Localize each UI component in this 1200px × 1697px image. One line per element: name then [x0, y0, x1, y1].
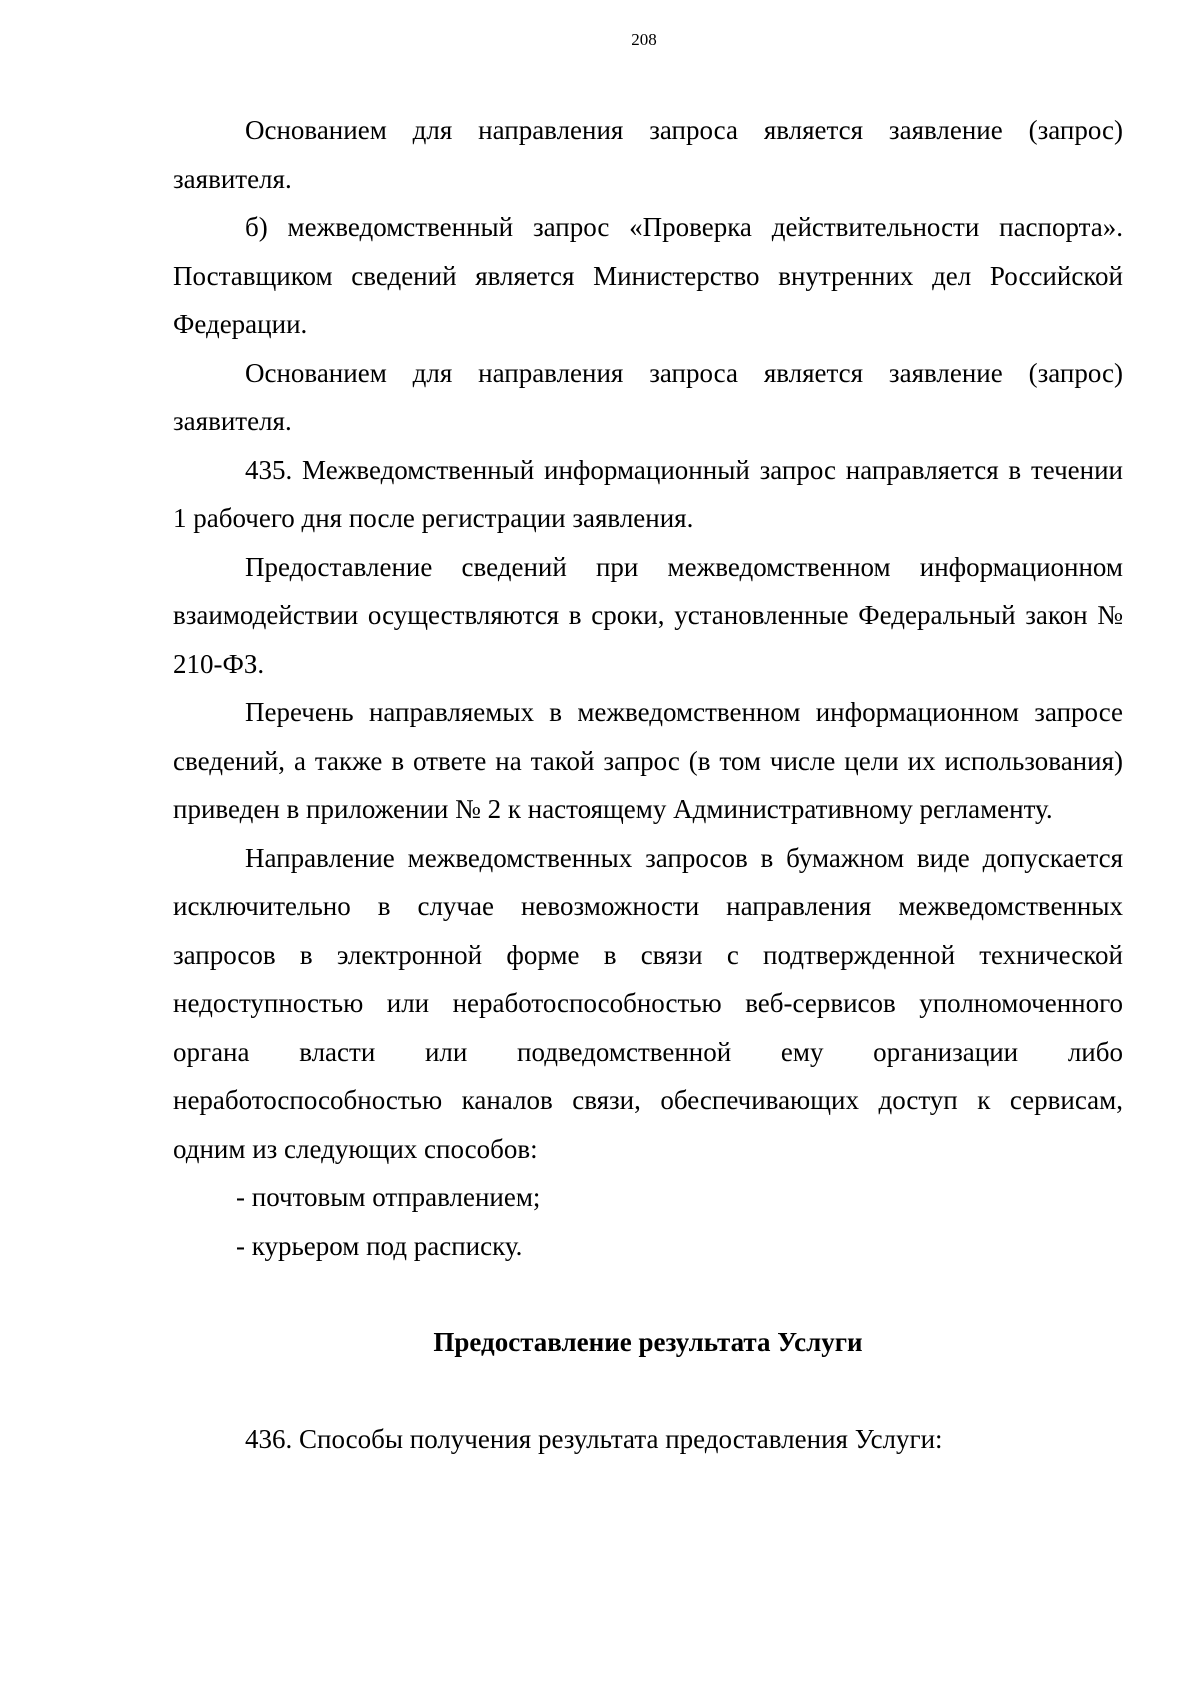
paragraph-passport-request: б) межведомственный запрос «Проверка действительности паспорта». Поставщиком сведений является Министерство внутренних дел Российской Федерации. [173, 212, 1123, 339]
document-body [173, 106, 1123, 1463]
paragraph-list-of-data: Перечень направляемых в межведомственном информационном запросе сведений, а также в ответе на такой запрос (в том числе цели их использования) приведен в приложении № 2 к настоящему Административному регламенту. [173, 697, 1123, 824]
paragraph-paper-requests: Направление межведомственных запросов в бумажном виде допускается исключительно в случае невозможности направления межведомственных запросов в электронной форме в связи с подтвержденной технической недоступностью или неработоспособностью веб-сервисов уполномоченного органа власти или подведомственной ему организации либо неработоспособностью каналов связи, обеспечивающих доступ к сервисам, одним из следующих способов: [173, 842, 1123, 1164]
paragraph-basis-1: Основанием для направления запроса является заявление (запрос) заявителя. [173, 115, 1123, 194]
page-number: 208 [631, 30, 657, 49]
paragraph-info-exchange: Предоставление сведений при межведомственном информационном взаимодействии осуществляются в сроки, установленные Федеральный закон № 210-ФЗ. [173, 551, 1123, 679]
list-item-courier: - курьером под расписку. [236, 1230, 523, 1261]
paragraph-basis-2: Основанием для направления запроса является заявление (запрос) заявителя. [173, 357, 1123, 436]
section-heading: Предоставление результата Услуги [433, 1327, 863, 1357]
paragraph-435: 435. Межведомственный информационный запрос направляется в течении 1 рабочего дня после регистрации заявления. [173, 454, 1123, 533]
list-item-mail: - почтовым отправлением; [236, 1182, 541, 1212]
paragraph-436: 436. Способы получения результата предоставления Услуги: [245, 1423, 943, 1454]
